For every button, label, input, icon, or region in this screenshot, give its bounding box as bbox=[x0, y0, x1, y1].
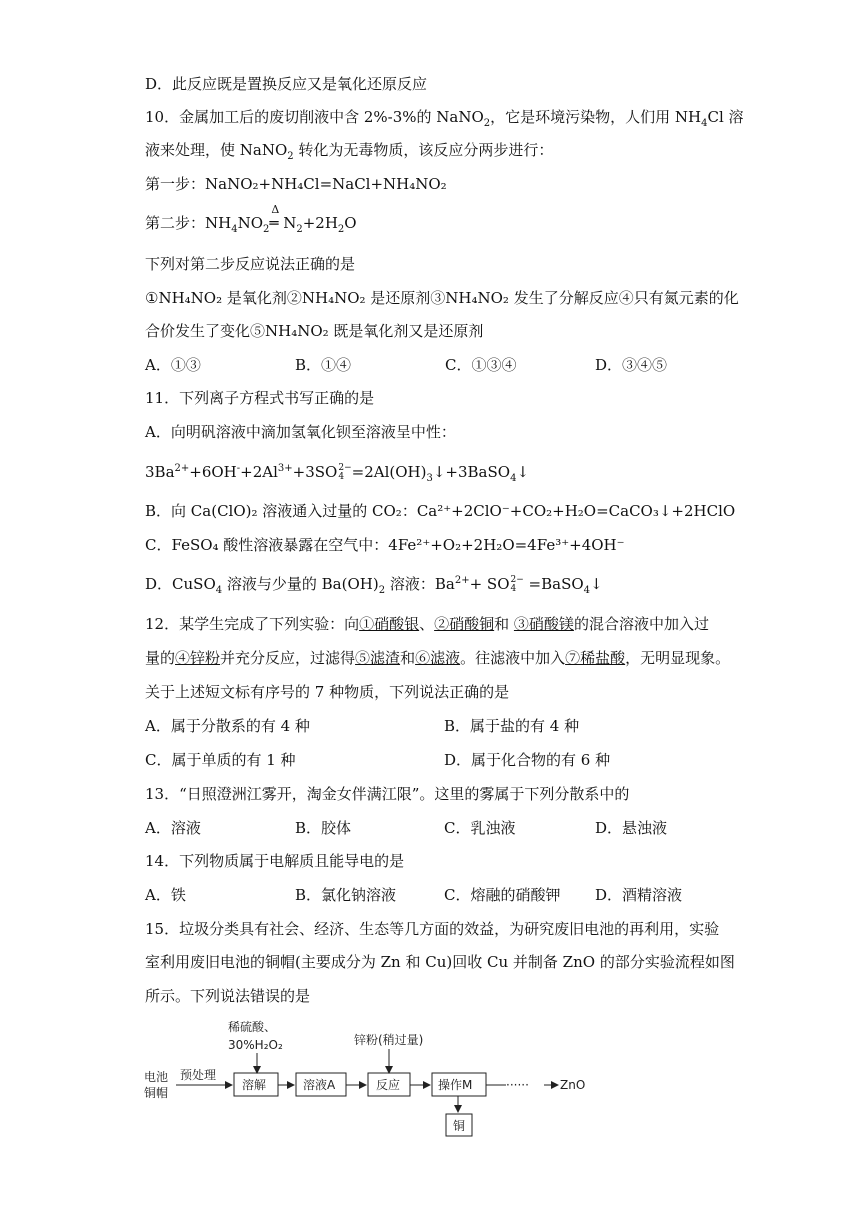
q11-option-d[interactable]: D．CuSO$_4$ 溶液与少量的 $Ba(OH)_2$ 溶液：$Ba^{2+}+$ SO 2− 4 =BaSO$_4$↓ bbox=[145, 575, 603, 596]
q10-step1: 第一步：NaNO₂+NH₄Cl=NaCl+NH₄NO₂ bbox=[145, 175, 447, 193]
q11-option-b[interactable]: B．向 Ca(ClO)₂ 溶液通入过量的 CO₂：Ca²⁺+2ClO⁻+CO₂+H₂O=CaCO₃↓+2HClO bbox=[145, 502, 736, 520]
q12-stem-line2: 量的④锌粉并充分反应，过滤得⑤滤渣和⑥滤液。往滤液中加入⑦稀盐酸，无明显现象。 bbox=[145, 649, 731, 667]
q14-option-c[interactable]: C．熔融的硝酸钾 bbox=[444, 886, 561, 904]
q13-option-a[interactable]: A．溶液 bbox=[145, 819, 201, 837]
solution-a-label: 溶液A bbox=[303, 1078, 336, 1092]
q15-stem-line1: 15．垃圾分类具有社会、经济、生态等几方面的效益，为研究废旧电池的再利用，实验 bbox=[145, 920, 720, 938]
q10-step2: 第二步：$NH_4NO_2$ Δ ═ $N_2+2H_2O$ bbox=[145, 203, 357, 235]
q13-option-c[interactable]: C．乳浊液 bbox=[444, 819, 516, 837]
q11-stem: 11．下列离子方程式书写正确的是 bbox=[145, 389, 375, 407]
q14-option-b[interactable]: B．氯化钠溶液 bbox=[295, 886, 397, 904]
q13-option-b[interactable]: B．胶体 bbox=[295, 819, 352, 837]
q10-stem-line2: 液来处理，使 NaNO$_2$ 转化为无毒物质，该反应分两步进行： bbox=[145, 141, 554, 162]
q13-stem: 13．“日照澄洲江雾开，淘金女伴满江限”。这里的雾属于下列分散系中的 bbox=[145, 785, 630, 803]
ellipsis: ······ bbox=[506, 1078, 529, 1092]
start-label-2: 铜帽 bbox=[144, 1086, 169, 1100]
q12-stem-line3: 关于上述短文标有序号的 7 种物质，下列说法正确的是 bbox=[145, 683, 510, 701]
q10-option-a[interactable]: A．①③ bbox=[145, 356, 201, 374]
q12-option-c[interactable]: C．属于单质的有 1 种 bbox=[145, 751, 296, 769]
q12-option-b[interactable]: B．属于盐的有 4 种 bbox=[444, 717, 580, 735]
pretreat-label: 预处理 bbox=[180, 1068, 217, 1082]
start-label-1: 电池 bbox=[144, 1070, 169, 1084]
q9-option-d: D．此反应既是置换反应又是氧化还原反应 bbox=[145, 75, 428, 93]
product-label: ZnO bbox=[560, 1078, 586, 1092]
reaction-label: 反应 bbox=[376, 1078, 401, 1092]
heat-condition: Δ ═ bbox=[269, 203, 280, 232]
q13-option-d[interactable]: D．悬浊液 bbox=[595, 819, 668, 837]
q12-stem-line1: 12．某学生完成了下列实验：向①硝酸银、②硝酸铜和 ③硝酸镁的混合溶液中加入过 bbox=[145, 615, 709, 633]
q11-option-a-equation: $3Ba^{2+}+6OH^-+2Al^{3+}+3SO$ 2− 4 $=2Al(OH)_3↓+3BaSO_4↓$ bbox=[145, 463, 530, 484]
q11-option-a-line1[interactable]: A．向明矾溶液中滴加氢氧化钡至溶液呈中性： bbox=[145, 423, 456, 441]
reagent-peroxide-label: 30%H₂O₂ bbox=[228, 1038, 283, 1052]
dissolve-label: 溶解 bbox=[242, 1078, 267, 1092]
q10-ask: 下列对第二步反应说法正确的是 bbox=[145, 255, 356, 273]
q12-option-a[interactable]: A．属于分散系的有 4 种 bbox=[145, 717, 310, 735]
q14-option-a[interactable]: A．铁 bbox=[145, 886, 186, 904]
reagent-zinc-label: 锌粉(稍过量) bbox=[354, 1033, 424, 1047]
q10-option-b[interactable]: B．①④ bbox=[295, 356, 352, 374]
operation-m-label: 操作M bbox=[438, 1078, 473, 1092]
q10-option-d[interactable]: D．③④⑤ bbox=[595, 356, 668, 374]
q12-option-d[interactable]: D．属于化合物的有 6 种 bbox=[444, 751, 611, 769]
q15-stem-line3: 所示。下列说法错误的是 bbox=[145, 987, 311, 1005]
process-flow-diagram bbox=[140, 1015, 600, 1145]
q14-stem: 14．下列物质属于电解质且能导电的是 bbox=[145, 852, 405, 870]
q11-option-c[interactable]: C．FeSO₄ 酸性溶液暴露在空气中：4Fe²⁺+O₂+2H₂O=4Fe³⁺+4OH⁻ bbox=[145, 536, 625, 554]
reagent-acid-label: 稀硫酸、 bbox=[228, 1020, 277, 1034]
q10-stem-line1: 10．金属加工后的废切削液中含 2%-3%的 NaNO$_2$，它是环境污染物，人们用 $NH_4Cl$ 溶 bbox=[145, 108, 744, 129]
q10-option-c[interactable]: C．①③④ bbox=[445, 356, 517, 374]
q15-stem-line2: 室利用废旧电池的铜帽(主要成分为 Zn 和 Cu)回收 Cu 并制备 ZnO 的部分实验流程如图 bbox=[145, 953, 735, 971]
q14-option-d[interactable]: D．酒精溶液 bbox=[595, 886, 683, 904]
q10-choices-line2: 合价发生了变化⑤NH₄NO₂ 既是氧化剂又是还原剂 bbox=[145, 322, 484, 340]
copper-label: 铜 bbox=[453, 1119, 466, 1133]
q10-choices-line1: ①NH₄NO₂ 是氧化剂②NH₄NO₂ 是还原剂③NH₄NO₂ 发生了分解反应④只有氮元素的化 bbox=[145, 289, 739, 307]
